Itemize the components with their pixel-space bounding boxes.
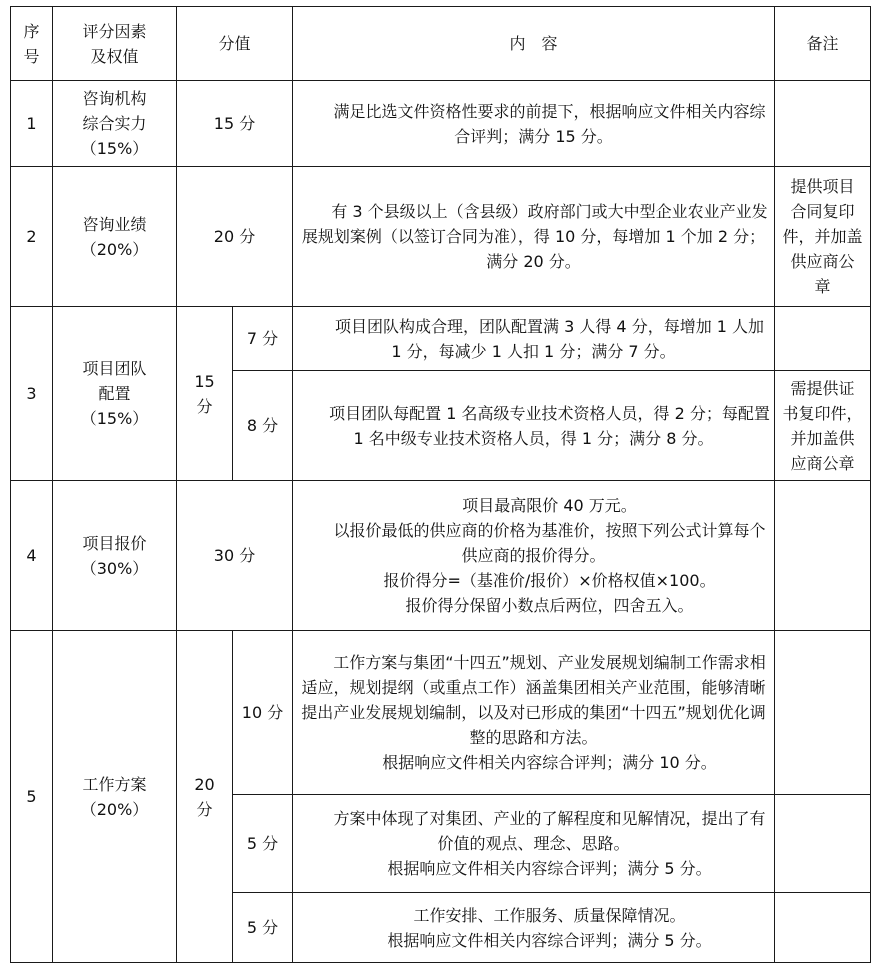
content-cell [293,167,775,307]
header-factor: 评分因素 及权值 [53,7,177,81]
score-cell: 20 分 [177,167,293,307]
content-paragraph: 有 3 个县级以上（含县级）政府部门或大中型企业农业产业发展规划案例（以签订合同为准），得 10 分，每增加 1 个加 2 分；满分 20 分。 [301,202,768,271]
content-paragraph: 报价得分=（基准价/报价）×价格权值×100。 [383,571,716,590]
table-row [11,631,871,795]
header-note: 备注 [775,7,871,81]
content-paragraph: 项目最高限价 40 万元。 [462,496,637,515]
sub-score-cell: 8 分 [233,371,293,481]
header-content: 内 容 [293,7,775,81]
content-paragraph: 根据响应文件相关内容综合评判；满分 5 分。 [387,859,712,878]
note-cell [775,795,871,893]
table-row [11,167,871,307]
content-cell [293,795,775,893]
note-cell [775,631,871,795]
score-total-cell: 20 分 [177,631,233,963]
content-paragraph: 根据响应文件相关内容综合评判；满分 10 分。 [382,753,717,772]
content-paragraph: 工作安排、工作服务、质量保障情况。 [413,905,686,925]
content-cell [293,307,775,371]
factor-cell: 咨询机构 综合实力 （15%） [53,81,177,167]
content-cell [293,893,775,963]
factor-cell: 项目团队 配置 （15%） [53,307,177,481]
note-cell [775,307,871,371]
sub-score-cell: 5 分 [233,795,293,893]
score-cell: 15 分 [177,81,293,167]
content-cell [293,81,775,167]
header-row [11,7,871,81]
sub-score-cell: 7 分 [233,307,293,371]
sub-score-cell: 10 分 [233,631,293,795]
row-number: 5 [11,631,53,963]
table-row [11,481,871,631]
scoring-table [10,6,871,963]
note-cell: 需提供证 书复印件， 并加盖供 应商公章 [775,371,871,481]
score-cell: 30 分 [177,481,293,631]
note-cell [775,81,871,167]
note-cell: 提供项目 合同复印 件，并加盖 供应商公 章 [775,167,871,307]
content-paragraph: 项目团队每配置 1 名高级专业技术资格人员，得 2 分；每配置 1 名中级专业技术资格人员，得 1 分；满分 8 分。 [329,403,770,448]
content-cell [293,481,775,631]
note-cell [775,481,871,631]
content-cell [293,631,775,795]
factor-cell: 工作方案 （20%） [53,631,177,963]
score-total-cell: 15 分 [177,307,233,481]
table-row [11,81,871,167]
factor-cell: 项目报价 （30%） [53,481,177,631]
row-number: 1 [11,81,53,167]
row-number: 4 [11,481,53,631]
factor-cell: 咨询业绩 （20%） [53,167,177,307]
content-paragraph: 根据响应文件相关内容综合评判；满分 5 分。 [387,930,712,950]
content-paragraph: 以报价最低的供应商的价格为基准价，按照下列公式计算每个供应商的报价得分。 [333,521,766,565]
content-paragraph: 满足比选文件资格性要求的前提下，根据响应文件相关内容综合评判；满分 15 分。 [333,101,766,146]
sub-score-cell: 5 分 [233,893,293,963]
note-cell [775,893,871,963]
header-score: 分值 [177,7,293,81]
content-cell [293,371,775,481]
header-no: 序 号 [11,7,53,81]
content-paragraph: 方案中体现了对集团、产业的了解程度和见解情况，提出了有价值的观点、理念、思路。 [333,809,766,853]
content-paragraph: 项目团队构成合理，团队配置满 3 人得 4 分，每增加 1 人加 1 分，每减少 1 人扣 1 分；满分 7 分。 [334,316,765,361]
row-number: 2 [11,167,53,307]
table-row [11,307,871,371]
content-paragraph: 报价得分保留小数点后两位，四舍五入。 [405,596,694,615]
row-number: 3 [11,307,53,481]
content-paragraph: 工作方案与集团“十四五”规划、产业发展规划编制工作需求相适应，规划提纲（或重点工作）涵盖集团相关产业范围，能够清晰提出产业发展规划编制，以及对已形成的集团“十四五”规划优化调整的思路和方法。 [301,653,766,747]
